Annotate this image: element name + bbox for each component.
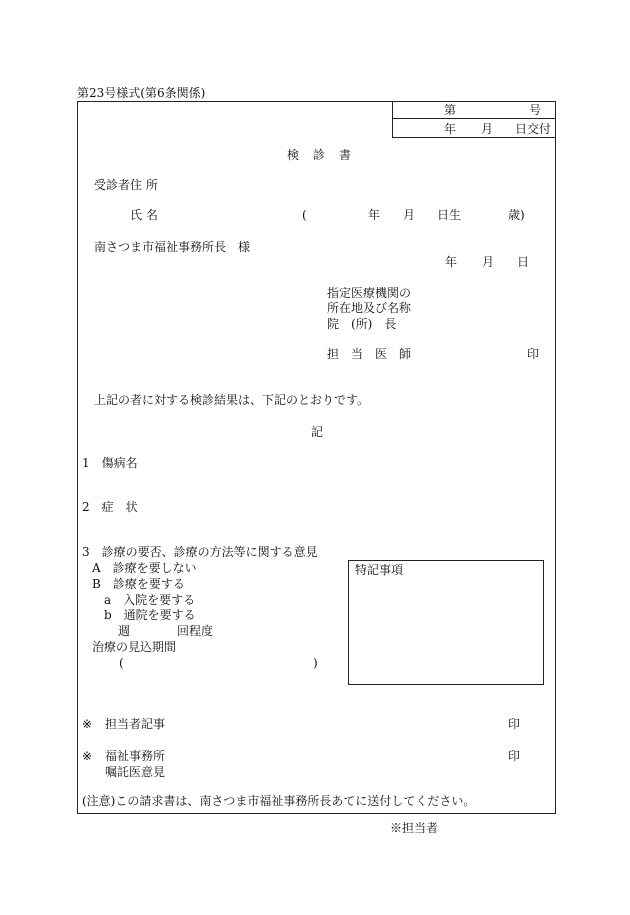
- staff-seal: 印: [508, 717, 521, 731]
- birth-year: 年: [368, 208, 381, 222]
- form-id: 第23号様式(第6条関係): [77, 86, 206, 100]
- staff-note-label: 担当者記事: [105, 717, 166, 731]
- patient-address-label: 受診者住 所: [94, 178, 158, 192]
- patient-name-label: 氏 名: [130, 208, 158, 222]
- intro-text: 上記の者に対する検診結果は、下記のとおりです。: [94, 393, 370, 407]
- office-mark: ※: [82, 749, 93, 763]
- issue-year: 年: [444, 122, 457, 136]
- ki-heading: 記: [311, 425, 324, 439]
- prospect-open-paren: (: [119, 656, 124, 670]
- birth-month: 月: [403, 208, 416, 222]
- item-opinion: 3 診療の要否、診療の方法等に関する意見: [82, 545, 318, 559]
- office-seal: 印: [508, 749, 521, 763]
- footer-staff: ※担当者: [390, 821, 439, 835]
- staff-mark: ※: [82, 717, 93, 731]
- date-month: 月: [482, 255, 495, 269]
- birth-day: 日生: [437, 208, 462, 222]
- doctor-seal: 印: [527, 347, 540, 361]
- special-notes-box: [348, 560, 544, 685]
- prospect-close-paren: ): [313, 656, 318, 670]
- item-symptoms: 2 症 状: [82, 500, 138, 514]
- number-go: 号: [529, 103, 542, 117]
- option-a-not-needed: A 診療を要しない: [92, 561, 197, 575]
- option-b-a-inpatient: a 入院を要する: [104, 593, 196, 607]
- option-b-needed: B 診療を要する: [92, 577, 185, 591]
- welfare-office-label: 福祉事務所: [105, 749, 166, 763]
- treatment-prospect-label: 治療の見込期間: [92, 640, 177, 654]
- date-year: 年: [445, 255, 458, 269]
- institution-director: 院 (所) 長: [327, 317, 397, 331]
- issue-day: 日交付: [515, 122, 552, 136]
- times-label: 回程度: [177, 624, 214, 638]
- item-injury: 1 傷病名: [82, 456, 138, 470]
- notice-text: (注意)この請求書は、南さつま市福祉事務所長あてに送付してください。: [82, 794, 476, 808]
- institution-line1: 指定医療機関の: [327, 286, 412, 300]
- birth-open-paren: (: [302, 208, 307, 222]
- commissioned-doctor-opinion-label: 嘱託医意見: [105, 765, 166, 779]
- addressee: 南さつま市福祉事務所長 様: [94, 240, 251, 254]
- week-label: 週: [118, 624, 131, 638]
- institution-line2: 所在地及び名称: [327, 301, 412, 315]
- number-dai: 第: [444, 103, 457, 117]
- option-b-b-outpatient: b 通院を要する: [104, 608, 196, 622]
- attending-doctor-label: 担 当 医 師: [327, 347, 412, 361]
- patient-age: 歳): [508, 208, 525, 222]
- special-notes-label: 特記事項: [355, 563, 404, 577]
- date-day: 日: [517, 255, 530, 269]
- document-title: 検 診 書: [287, 148, 353, 162]
- issue-month: 月: [481, 122, 494, 136]
